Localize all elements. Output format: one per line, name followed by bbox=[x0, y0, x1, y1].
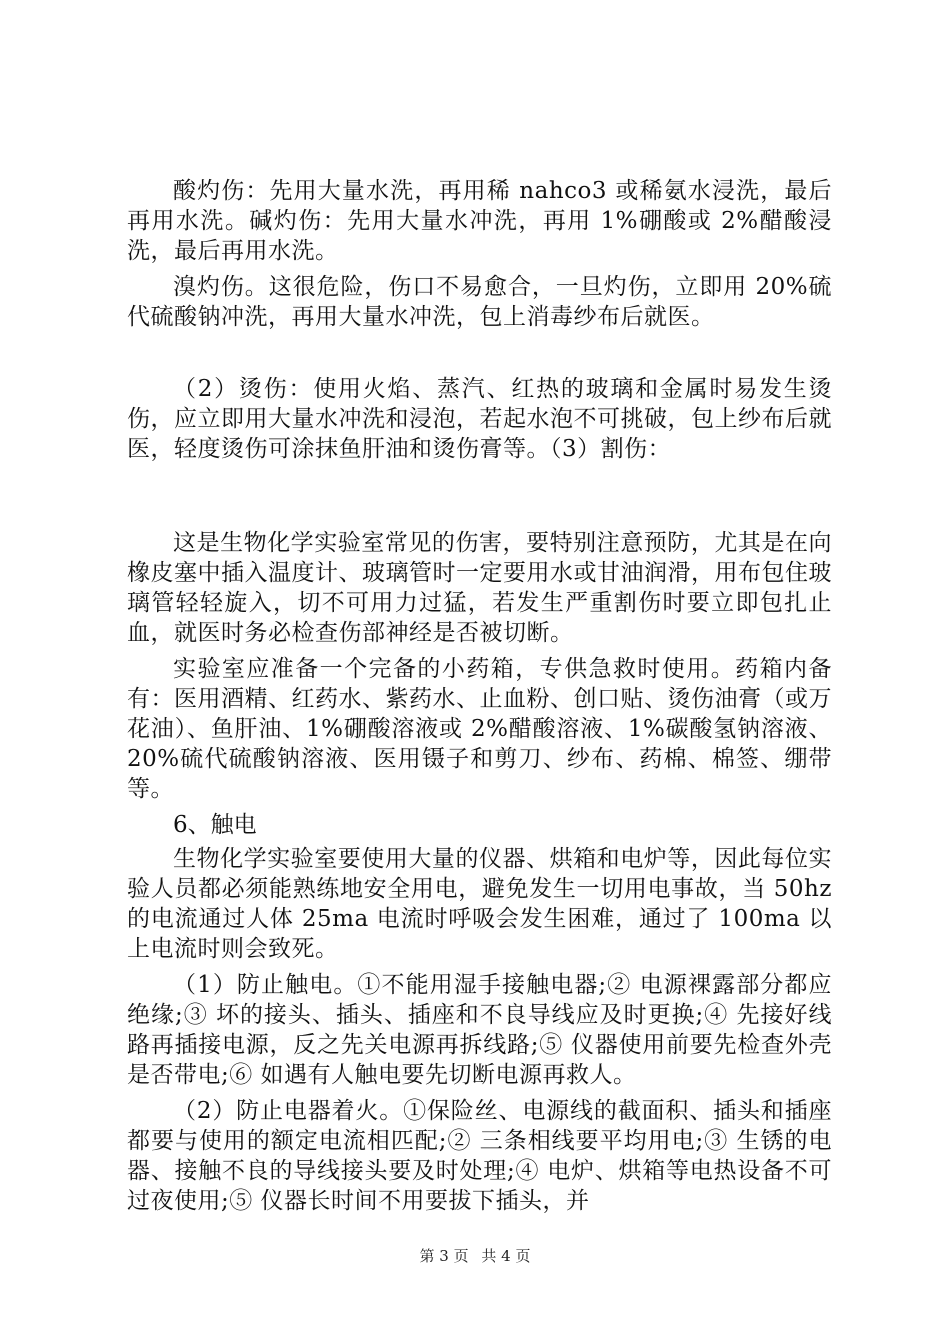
paragraph-acid-alkali-burns: 酸灼伤：先用大量水洗，再用稀 nahco3 或稀氨水浸洗，最后再用水洗。碱灼伤：先用大量水冲洗，再用 1%硼酸或 2%醋酸浸洗，最后再用水洗。 bbox=[127, 178, 832, 264]
paragraph-cuts: 这是生物化学实验室常见的伤害，要特别注意预防，尤其是在向橡皮塞中插入温度计、玻璃管时一定要用水或甘油润滑，用布包住玻璃管轻轻旋入，切不可用力过猛，若发生严重割伤时要立即包扎止血，就医时务必检查伤部神经是否被切断。 bbox=[127, 530, 832, 646]
paragraph-prevent-shock: （1）防止触电。①不能用湿手接触电器;② 电源裸露部分都应绝缘;③ 坏的接头、插头、插座和不良导线应及时更换;④ 先接好线路再插接电源，反之先关电源再拆线路;⑤ 仪器使用前要先检查外壳是否带电;⑥ 如遇有人触电要先切断电源再救人。 bbox=[127, 972, 832, 1088]
document-body bbox=[127, 176, 832, 1222]
page-number: 第 3 页 bbox=[419, 1247, 469, 1265]
paragraph-bromine-burns: 溴灼伤。这很危险，伤口不易愈合，一旦灼伤，立即用 20%硫代硫酸钠冲洗，再用大量水冲洗，包上消毒纱布后就医。 bbox=[127, 274, 832, 330]
paragraph-scalds: （2）烫伤：使用火焰、蒸汽、红热的玻璃和金属时易发生烫伤，应立即用大量水冲洗和浸泡，若起水泡不可挑破，包上纱布后就医，轻度烫伤可涂抹鱼肝油和烫伤膏等。（3）割伤： bbox=[127, 376, 832, 462]
page-footer bbox=[0, 1245, 950, 1266]
paragraph-first-aid-kit: 实验室应准备一个完备的小药箱，专供急救时使用。药箱内备有：医用酒精、红药水、紫药水、止血粉、创口贴、烫伤油膏（或万花油）、鱼肝油、1%硼酸溶液或 2%醋酸溶液、1%碳酸氢钠溶液、20%硫代硫酸钠溶液、医用镊子和剪刀、纱布、药棉、棉签、绷带等。 bbox=[127, 656, 832, 802]
section-heading-electric-shock: 6、触电 bbox=[173, 812, 257, 838]
page-total: 共 4 页 bbox=[481, 1247, 531, 1265]
paragraph-electric-safety-intro: 生物化学实验室要使用大量的仪器、烘箱和电炉等，因此每位实验人员都必须能熟练地安全用电，避免发生一切用电事故，当 50hz 的电流通过人体 25ma 电流时呼吸会发生困难，通过了 100ma 以上电流时则会致死。 bbox=[127, 846, 832, 962]
paragraph-prevent-fire: （2）防止电器着火。①保险丝、电源线的截面积、插头和插座都要与使用的额定电流相匹配;② 三条相线要平均用电;③ 生锈的电器、接触不良的导线接头要及时处理;④ 电炉、烘箱等电热设备不可过夜使用;⑤ 仪器长时间不用要拔下插头，并 bbox=[127, 1098, 832, 1214]
